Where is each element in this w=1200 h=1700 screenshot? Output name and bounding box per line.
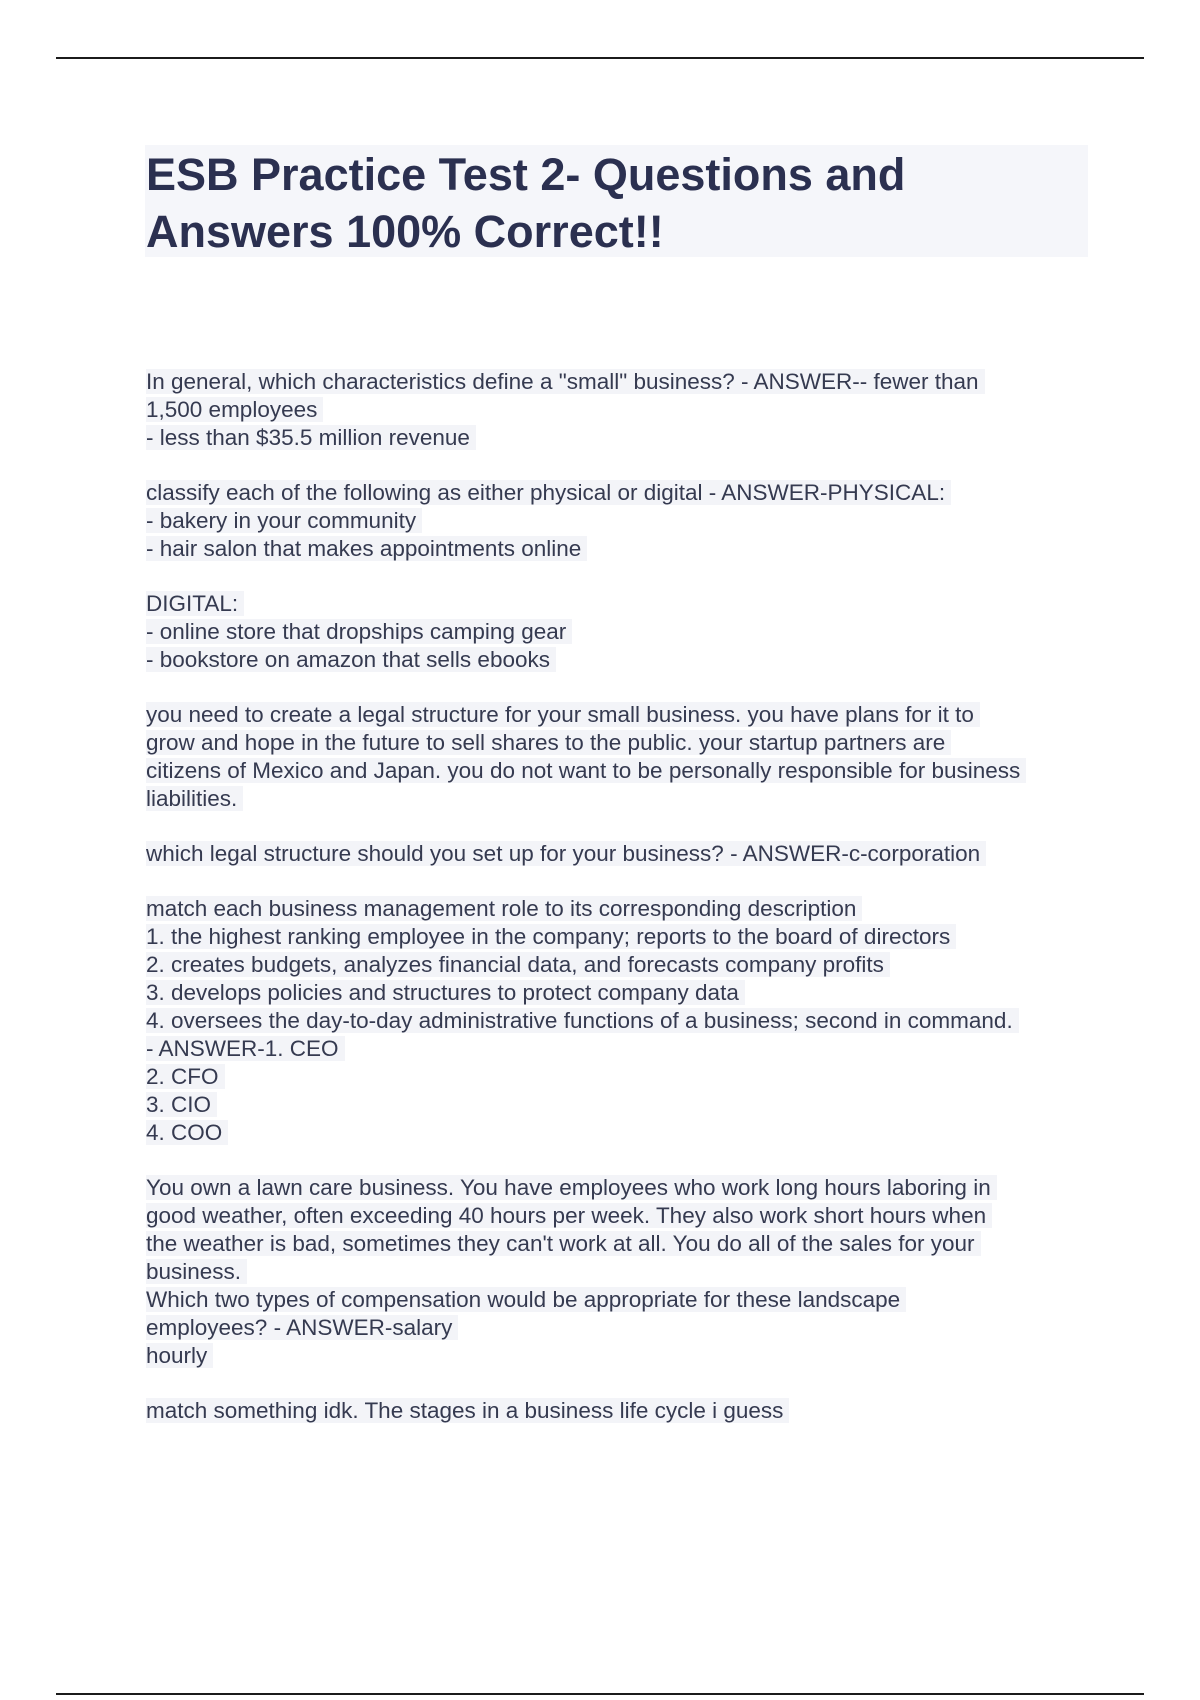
title-line: ESB Practice Test 2- Questions and	[146, 149, 906, 200]
text-line	[146, 840, 1096, 868]
text-line-content: 3. CIO	[146, 1092, 217, 1117]
text-line	[146, 1174, 1096, 1202]
text-line-content: 2. creates budgets, analyzes financial data, and forecasts company profits	[146, 952, 890, 977]
text-line-content: the weather is bad, sometimes they can't work at all. You do all of the sales for your	[146, 1231, 981, 1256]
qa-block	[146, 1397, 1096, 1425]
text-line	[146, 1035, 1096, 1063]
text-line	[146, 479, 1096, 507]
text-line-content: 1,500 employees	[146, 397, 323, 422]
text-line-content: - ANSWER-1. CEO	[146, 1036, 345, 1061]
text-line-content: 4. COO	[146, 1120, 228, 1145]
text-line-content: 4. oversees the day-to-day administrative functions of a business; second in command.	[146, 1008, 1019, 1033]
text-line-content: - less than $35.5 million revenue	[146, 425, 476, 450]
qa-block	[146, 840, 1096, 868]
qa-block	[146, 895, 1096, 1147]
text-line	[146, 618, 1096, 646]
qa-block	[146, 1174, 1096, 1370]
text-line	[146, 1091, 1096, 1119]
text-line	[146, 923, 1096, 951]
page-title	[146, 146, 1066, 260]
text-line	[146, 785, 1096, 813]
text-line	[146, 535, 1096, 563]
text-line-content: 1. the highest ranking employee in the company; reports to the board of directors	[146, 924, 956, 949]
text-line	[146, 1063, 1096, 1091]
qa-block	[146, 368, 1096, 452]
text-line-content: citizens of Mexico and Japan. you do not want to be personally responsible for business	[146, 758, 1026, 783]
qa-block	[146, 479, 1096, 563]
text-line	[146, 1007, 1096, 1035]
text-line-content: 3. develops policies and structures to protect company data	[146, 980, 745, 1005]
text-line-content: - hair salon that makes appointments online	[146, 536, 587, 561]
text-line	[146, 951, 1096, 979]
qa-content	[146, 368, 1096, 1452]
text-line	[146, 979, 1096, 1007]
text-line-content: Which two types of compensation would be appropriate for these landscape	[146, 1287, 906, 1312]
bottom-rule	[56, 1693, 1144, 1695]
title-line: Answers 100% Correct!!	[146, 206, 664, 257]
top-rule	[56, 57, 1144, 59]
text-line	[146, 895, 1096, 923]
text-line	[146, 1258, 1096, 1286]
text-line	[146, 396, 1096, 424]
text-line	[146, 1230, 1096, 1258]
text-line-content: match each business management role to its corresponding description	[146, 896, 862, 921]
text-line-content: liabilities.	[146, 786, 243, 811]
text-line-content: business.	[146, 1259, 247, 1284]
text-line	[146, 1202, 1096, 1230]
text-line-content: employees? - ANSWER-salary	[146, 1315, 458, 1340]
text-line-content: 2. CFO	[146, 1064, 225, 1089]
text-line	[146, 507, 1096, 535]
text-line-content: In general, which characteristics define a "small" business? - ANSWER-- fewer than	[146, 369, 985, 394]
text-line-content: match something idk. The stages in a business life cycle i guess	[146, 1398, 789, 1423]
text-line-content: - online store that dropships camping gear	[146, 619, 572, 644]
text-line-content: good weather, often exceeding 40 hours per week. They also work short hours when	[146, 1203, 992, 1228]
text-line	[146, 646, 1096, 674]
text-line	[146, 1119, 1096, 1147]
text-line	[146, 424, 1096, 452]
text-line	[146, 1342, 1096, 1370]
text-line-content: DIGITAL:	[146, 591, 244, 616]
text-line	[146, 701, 1096, 729]
text-line-content: you need to create a legal structure for your small business. you have plans for it to	[146, 702, 980, 727]
text-line-content: You own a lawn care business. You have employees who work long hours laboring in	[146, 1175, 997, 1200]
text-line-content: classify each of the following as either physical or digital - ANSWER-PHYSICAL:	[146, 480, 951, 505]
text-line	[146, 757, 1096, 785]
text-line-content: - bookstore on amazon that sells ebooks	[146, 647, 556, 672]
text-line	[146, 1314, 1096, 1342]
text-line-content: grow and hope in the future to sell shares to the public. your startup partners are	[146, 730, 951, 755]
qa-block	[146, 701, 1096, 813]
text-line-content: - bakery in your community	[146, 508, 422, 533]
qa-block	[146, 590, 1096, 674]
text-line	[146, 368, 1096, 396]
text-line	[146, 1286, 1096, 1314]
text-line	[146, 729, 1096, 757]
text-line	[146, 1397, 1096, 1425]
text-line-content: hourly	[146, 1343, 213, 1368]
text-line-content: which legal structure should you set up for your business? - ANSWER-c-corporation	[146, 841, 986, 866]
text-line	[146, 590, 1096, 618]
